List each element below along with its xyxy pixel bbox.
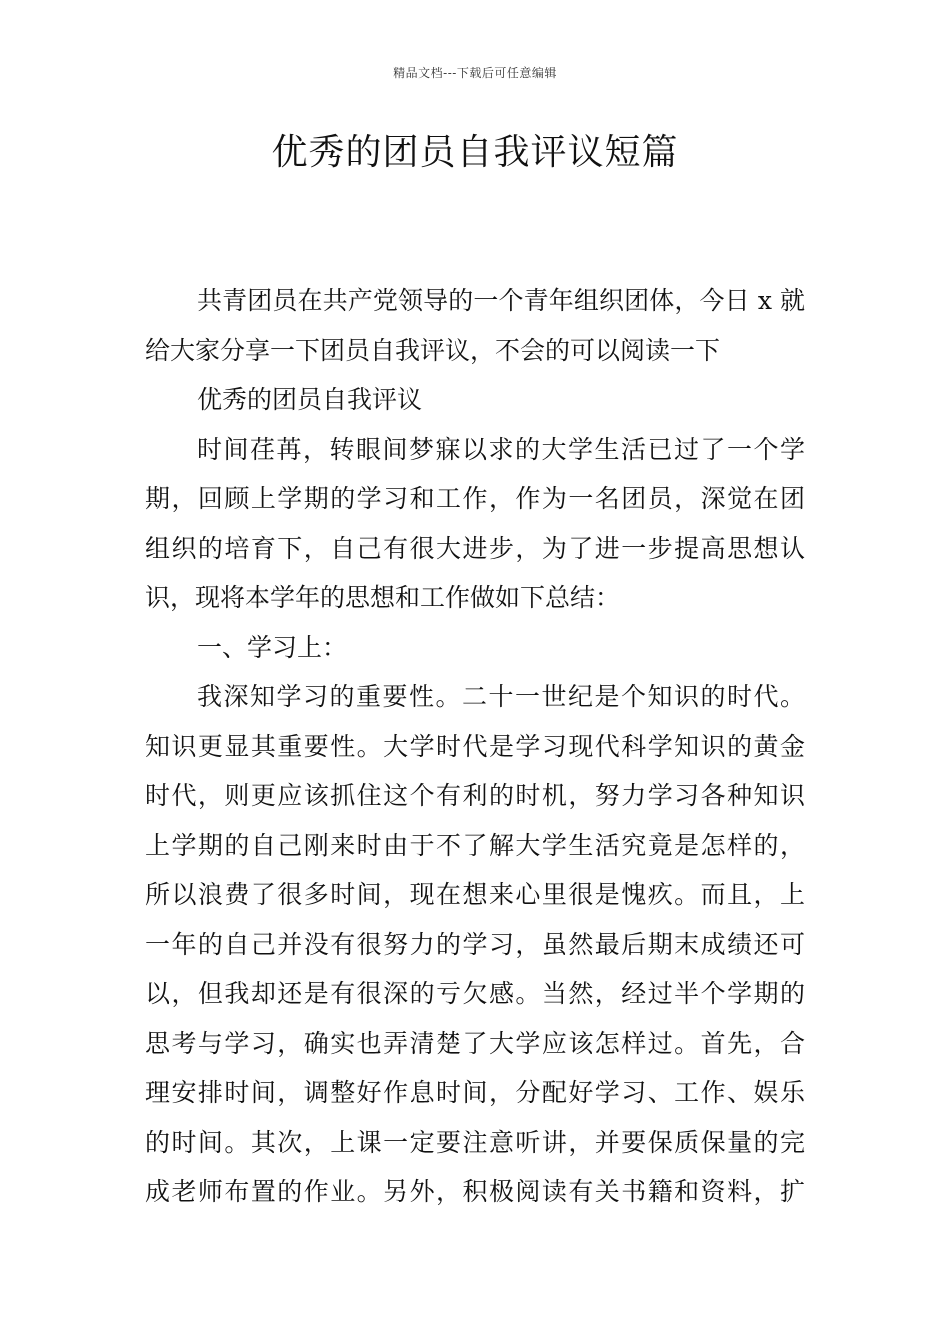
paragraph-line: 以，但我却还是有很深的亏欠感。当然，经过半个学期的 <box>145 979 805 1008</box>
paragraph-line: 组织的培育下，自己有很大进步，为了进一步提高思想认 <box>145 533 805 563</box>
paragraph-line: 识，现将本学年的思想和工作做如下总结： <box>145 583 621 612</box>
document-title: 优秀的团员自我评议短篇 <box>271 132 679 173</box>
header-note: 精品文档---下载后可任意编辑 <box>393 66 557 80</box>
paragraph-line: 共青团员在共产党领导的一个青年组织团体，今日 x 就 <box>197 286 805 315</box>
paragraph-line: 我深知学习的重要性。二十一世纪是个知识的时代。 <box>197 682 805 711</box>
paragraph-line: 的时间。其次，上课一定要注意听讲，并要保质保量的完 <box>145 1127 805 1157</box>
paragraph-line: 知识更显其重要性。大学时代是学习现代科学知识的黄金 <box>145 731 805 761</box>
paragraph-line: 时间荏苒，转眼间梦寐以求的大学生活已过了一个学 <box>197 434 805 464</box>
paragraph-line: 时代，则更应该抓住这个有利的时机，努力学习各种知识 <box>145 781 805 810</box>
paragraph-line: 期，回顾上学期的学习和工作，作为一名团员，深觉在团 <box>145 484 805 513</box>
section-heading: 一、学习上： <box>197 632 348 662</box>
paragraph-line: 给大家分享一下团员自我评议，不会的可以阅读一下 <box>145 335 721 365</box>
paragraph-line: 所以浪费了很多时间，现在想来心里很是愧疚。而且，上 <box>145 880 805 909</box>
paragraph-line: 一年的自己并没有很努力的学习，虽然最后期末成绩还可 <box>145 929 805 959</box>
paragraph-line: 理安排时间，调整好作息时间，分配好学习、工作、娱乐 <box>145 1078 805 1107</box>
document-body <box>145 276 805 1217</box>
paragraph-line: 思考与学习，确实也弄清楚了大学应该怎样过。首先，合 <box>145 1028 805 1058</box>
paragraph-line: 成老师布置的作业。另外，积极阅读有关书籍和资料，扩 <box>145 1177 805 1206</box>
section-heading: 优秀的团员自我评议 <box>197 385 423 414</box>
paragraph-line: 上学期的自己刚来时由于不了解大学生活究竟是怎样的， <box>145 830 805 860</box>
